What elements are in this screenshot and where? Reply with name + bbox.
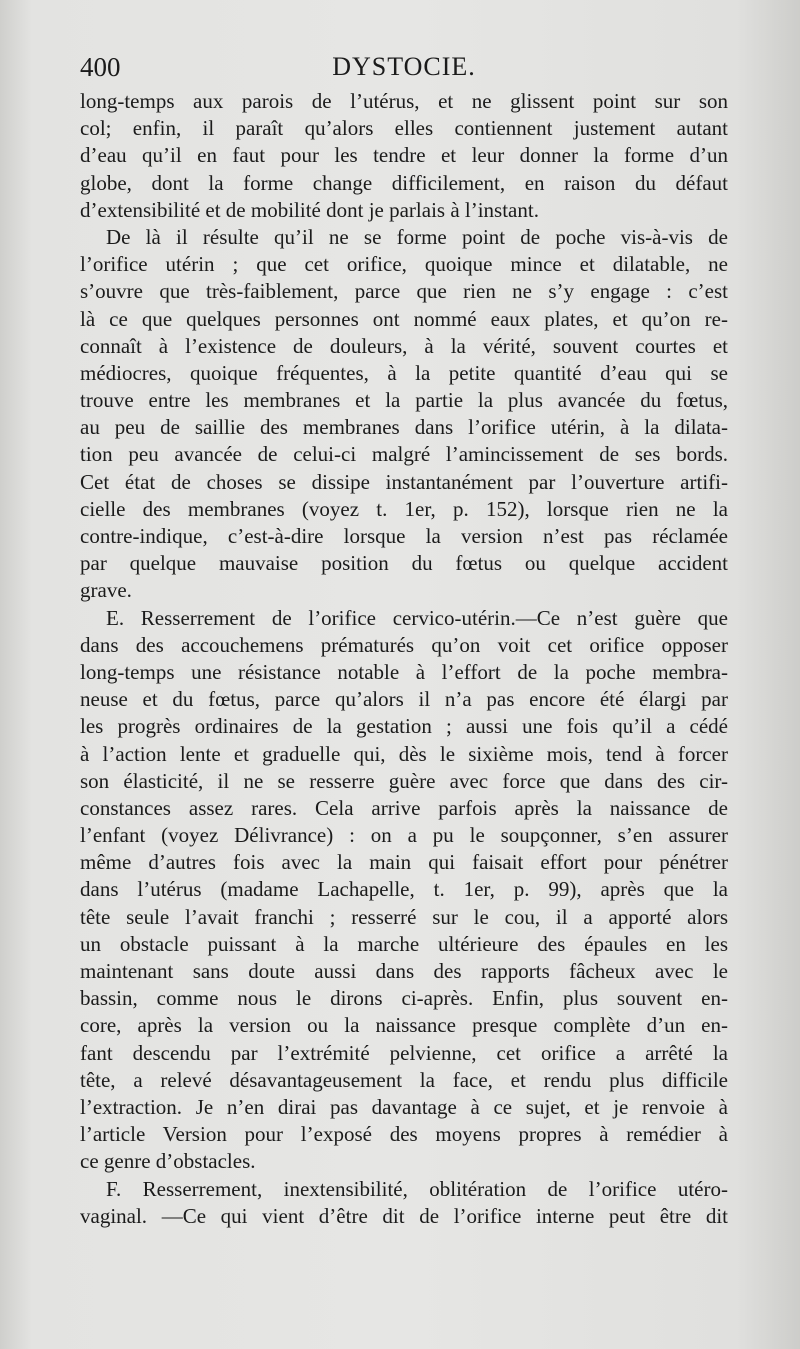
text-line: globe, dont la forme change difficilement, en raison du défaut [80, 170, 728, 195]
text-line: neuse et du fœtus, parce qu’alors il n’a pas encore été élargi par [80, 687, 728, 712]
text-line: Cet état de choses se dissipe instantanément par l’ouverture artifi- [80, 469, 728, 494]
paragraph-start-line: De là il résulte qu’il ne se forme point de poche vis-à-vis de [106, 224, 728, 249]
text-line: là ce que quelques personnes ont nommé eaux plates, et qu’on re- [80, 306, 728, 331]
text-line: dans des accouchemens prématurés qu’on voit cet orifice opposer [80, 632, 728, 657]
text-line: connaît à l’existence de douleurs, à la vérité, souvent courtes et [80, 333, 728, 358]
text-line: bassin, comme nous le dirons ci-après. Enfin, plus souvent en- [80, 986, 728, 1011]
running-title: DYSTOCIE. [332, 52, 476, 81]
text-line: d’extensibilité et de mobilité dont je parlais à l’instant. [80, 197, 539, 222]
page-header [80, 52, 728, 86]
text-line: au peu de saillie des membranes dans l’orifice utérin, à la dilata- [80, 415, 728, 440]
text-line: ce genre d’obstacles. [80, 1149, 256, 1174]
text-line: l’orifice utérin ; que cet orifice, quoique mince et dilatable, ne [80, 252, 728, 277]
text-line: constances assez rares. Cela arrive parfois après la naissance de [80, 795, 728, 820]
text-line: tête, a relevé désavantageusement la face, et rendu plus difficile [80, 1067, 728, 1092]
text-line: tête seule l’avait franchi ; resserré sur le cou, il a apporté alors [80, 904, 728, 929]
text-line: dans l’utérus (madame Lachapelle, t. 1er, p. 99), après que la [80, 877, 728, 902]
text-line: vaginal. —Ce qui vient d’être dit de l’orifice interne peut être dit [80, 1203, 728, 1228]
text-line: col; enfin, il paraît qu’alors elles contiennent justement autant [80, 116, 728, 141]
text-line: cielle des membranes (voyez t. 1er, p. 152), lorsque rien ne la [80, 496, 728, 521]
text-line: long-temps aux parois de l’utérus, et ne glissent point sur son [80, 89, 728, 113]
body-text [80, 88, 728, 1230]
text-line: l’enfant (voyez Délivrance) : on a pu le soupçonner, s’en assurer [80, 823, 728, 848]
text-line: à l’action lente et graduelle qui, dès le sixième mois, tend à forcer [80, 741, 728, 766]
text-line: médiocres, quoique fréquentes, à la petite quantité d’eau qui se [80, 360, 728, 385]
page-number: 400 [80, 52, 121, 82]
text-line: même d’autres fois avec la main qui faisait effort pour pénétrer [80, 850, 728, 875]
text-line: tion peu avancée de celui-ci malgré l’amincissement de ses bords. [80, 442, 728, 467]
text-line: grave. [80, 578, 132, 603]
text-line: fant descendu par l’extrémité pelvienne, cet orifice a arrêté la [80, 1040, 728, 1065]
text-line: maintenant sans doute aussi dans des rapports fâcheux avec le [80, 959, 728, 983]
text-line: s’ouvre que très-faiblement, parce que rien ne s’y engage : c’est [80, 279, 728, 304]
text-line: l’extraction. Je n’en dirai pas davantage à ce sujet, et je renvoie à [80, 1094, 728, 1119]
text-line: trouve entre les membranes et la partie la plus avancée du fœtus, [80, 388, 728, 413]
text-line: l’article Version pour l’exposé des moyens propres à remédier à [80, 1122, 728, 1147]
text-line: par quelque mauvaise position du fœtus ou quelque accident [80, 551, 728, 576]
text-line: les progrès ordinaires de la gestation ; aussi une fois qu’il a cédé [80, 714, 728, 739]
text-line: contre-indique, c’est-à-dire lorsque la version n’est pas réclamée [80, 524, 728, 548]
section-e-heading-line: E. Resserrement de l’orifice cervico-utérin.—Ce n’est guère que [106, 605, 728, 630]
text-line: d’eau qu’il en faut pour les tendre et leur donner la forme d’un [80, 143, 728, 168]
text-line: son élasticité, il ne se resserre guère avec force que dans des cir- [80, 768, 728, 793]
text-line: un obstacle puissant à la marche ultérieure des épaules en les [80, 931, 728, 956]
text-line: long-temps une résistance notable à l’effort de la poche membra- [80, 659, 728, 684]
section-f-heading-line: F. Resserrement, inextensibilité, oblitération de l’orifice utéro- [106, 1176, 728, 1201]
text-line: core, après la version ou la naissance presque complète d’un en- [80, 1013, 728, 1038]
